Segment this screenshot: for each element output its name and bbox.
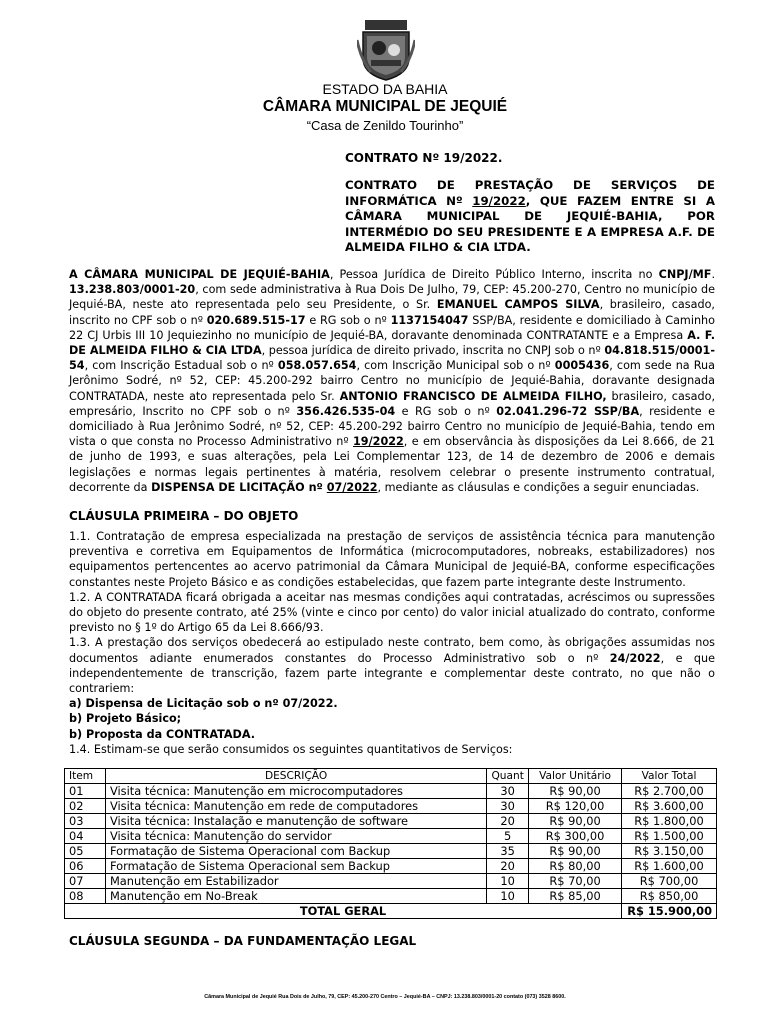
cell-unit-value: R$ 85,00 — [529, 889, 622, 904]
clause-2-title: CLÁUSULA SEGUNDA – DA FUNDAMENTAÇÃO LEGAL — [69, 934, 417, 948]
cell-item: 08 — [65, 889, 106, 904]
col-header-unit-value: Valor Unitário — [529, 769, 622, 784]
cell-total-value: R$ 2.700,00 — [622, 784, 717, 799]
clause-1-4: 1.4. Estimam-se que serão consumidos os seguintes quantitativos de Serviços: — [69, 742, 513, 756]
table-row — [65, 814, 717, 829]
table-row — [65, 844, 717, 859]
contract-preamble: A CÂMARA MUNICIPAL DE JEQUIÉ-BAHIA, Pessoa Jurídica de Direito Público Interno, inscrita no CNPJ/MF. 13.238.803/0001-20, com sede administrativa à Rua Dois De Julho, 79, CEP: 45.200-270, Centro no município de Jequié-BA, neste ato representada pelo seu Presidente, o Sr. EMANUEL CAMPOS SILVA, brasileiro, casado, inscrito no CPF sob o nº 020.689.515-17 e RG sob o nº 1137154047 SSP/BA, residente e domiciliado à Caminho 22 CJ Urbis III 10 Jequiezinho no município de Jequié-BA, doravante denominada CONTRATANTE e a Empresa A. F. DE ALMEIDA FILHO & CIA LTDA, pessoa jurídica de direito privado, inscrita no CNPJ sob o nº 04.818.515/0001-54, com Inscrição Estadual sob o nº 058.057.654, com Inscrição Municipal sob o nº 0005436, com sede na Rua Jerônimo Sodré, nº 52, CEP: 45.200-292 bairro Centro no município de Jequié-Bahia, doravante designada CONTRATADA, neste ato representada pelo Sr. ANTONIO FRANCISCO DE ALMEIDA FILHO, brasileiro, casado, empresário, Inscrito no CPF sob o nº 356.426.535-04 e RG sob o nº 02.041.296-72 SSP/BA, residente e domiciliado à Rua Jerônimo Sodré, nº 52, CEP: 45.200-292 bairro Centro no município de Jequié-Bahia, tendo em vista o que consta no Processo Administrativo nº 19/2022, e em observância às disposições da Lei 8.666, de 21 de junho de 1993, e suas alterações, pela Lei Complementar 123, de 14 de dezembro de 2006 e demais legislações e normas legais pertinentes à matéria, resolvem celebrar o presente instrumento contratual, decorrente da DISPENSA DE LICITAÇÃO nº 07/2022, mediante as cláusulas e condições a seguir enunciadas. — [69, 268, 715, 494]
table-row — [65, 784, 717, 799]
cell-total-value: R$ 1.600,00 — [622, 859, 717, 874]
cell-description: Visita técnica: Manutenção em microcomputadores — [105, 784, 486, 799]
contract-number: CONTRATO Nº 19/2022. — [345, 151, 503, 165]
total-label: TOTAL GERAL — [65, 904, 622, 919]
cell-total-value: R$ 700,00 — [622, 874, 717, 889]
cell-item: 01 — [65, 784, 106, 799]
cell-item: 07 — [65, 874, 106, 889]
table-header-row — [65, 769, 717, 784]
clause-1-body — [69, 529, 715, 757]
document-list-a: a) Dispensa de Licitação sob o nº 07/2022. — [69, 697, 338, 711]
cell-quant: 20 — [487, 859, 529, 874]
contract-title: CONTRATO DE PRESTAÇÃO DE SERVIÇOS DE INFORMÁTICA Nº 19/2022, QUE FAZEM ENTRE SI A CÂMARA MUNICIPAL DE JEQUIÉ-BAHIA, POR INTERMÉDIO DO SEU PRESIDENTE E A EMPRESA A.F. DE ALMEIDA FILHO & CIA LTDA. — [345, 178, 715, 255]
cell-unit-value: R$ 80,00 — [529, 859, 622, 874]
cell-total-value: R$ 3.600,00 — [622, 799, 717, 814]
cell-quant: 10 — [487, 874, 529, 889]
header-state: ESTADO DA BAHIA — [322, 81, 448, 97]
cell-quant: 20 — [487, 814, 529, 829]
cell-quant: 30 — [487, 784, 529, 799]
clause-1-1: 1.1. Contratação de empresa especializada na prestação de serviços de assistência técnica para manutenção preventiva e corretiva em Equipamentos de Informática (microcomputadores, nobreaks, estabilizadores) nos equipamentos pertencentes ao acervo patrimonial da Câmara Municipal de Jequié-BA, conforme especificações constantes neste Projeto Básico e as condições estabelecidas, que fazem parte integrante deste Instrumento. — [69, 530, 715, 589]
cell-unit-value: R$ 90,00 — [529, 844, 622, 859]
cell-item: 03 — [65, 814, 106, 829]
cell-quant: 10 — [487, 889, 529, 904]
clause-1-3: 1.3. A prestação dos serviços obedecerá ao estipulado neste contrato, bem como, às obrigações assumidas nos documentos adiante enumerados constantes do Processo Administrativo sob o nº 24/2022, e que independentemente de transcrição, fazem parte integrante e complementar deste contrato, no que não o contrariem: — [69, 636, 715, 696]
table-row — [65, 889, 717, 904]
col-header-total-value: Valor Total — [622, 769, 717, 784]
cell-description: Visita técnica: Manutenção do servidor — [105, 829, 486, 844]
cell-total-value: R$ 1.500,00 — [622, 829, 717, 844]
cell-item: 06 — [65, 859, 106, 874]
cell-unit-value: R$ 120,00 — [529, 799, 622, 814]
cell-description: Manutenção em Estabilizador — [105, 874, 486, 889]
municipal-coat-of-arms — [357, 20, 415, 82]
cell-unit-value: R$ 70,00 — [529, 874, 622, 889]
cell-description: Formatação de Sistema Operacional com Backup — [105, 844, 486, 859]
cell-description: Manutenção em No-Break — [105, 889, 486, 904]
col-header-description: DESCRIÇÃO — [105, 769, 486, 784]
header-motto: “Casa de Zenildo Tourinho” — [306, 118, 464, 133]
cell-total-value: R$ 1.800,00 — [622, 814, 717, 829]
table-row — [65, 859, 717, 874]
total-value: R$ 15.900,00 — [622, 904, 717, 919]
cell-description: Visita técnica: Manutenção em rede de computadores — [105, 799, 486, 814]
cell-total-value: R$ 850,00 — [622, 889, 717, 904]
cell-item: 05 — [65, 844, 106, 859]
col-header-quant: Quant — [487, 769, 529, 784]
cell-item: 02 — [65, 799, 106, 814]
table-row — [65, 874, 717, 889]
header-chamber-name: CÂMARA MUNICIPAL DE JEQUIÉ — [262, 98, 508, 115]
col-header-item: Item — [65, 769, 106, 784]
cell-quant: 30 — [487, 799, 529, 814]
document-list-b: b) Projeto Básico; — [69, 712, 182, 726]
cell-quant: 35 — [487, 844, 529, 859]
page-footer: Câmara Municipal de Jequié Rua Dois de Julho, 79, CEP: 45.200-270 Centro – Jequié-BA – CNPJ: 13.238.803/0001-20 contato (073) 3528 8600. — [204, 994, 566, 1000]
cell-unit-value: R$ 90,00 — [529, 784, 622, 799]
table-row — [65, 799, 717, 814]
clause-1-2: 1.2. A CONTRATADA ficará obrigada a aceitar nas mesmas condições aqui contratadas, acréscimos ou supressões do objeto do presente contrato, até 25% (vinte e cinco por cento) do valor inicial atualizado do contrato, conforme previsto no § 1º do Artigo 65 da Lei 8.666/93. — [69, 590, 715, 635]
cell-unit-value: R$ 300,00 — [529, 829, 622, 844]
cell-total-value: R$ 3.150,00 — [622, 844, 717, 859]
cell-item: 04 — [65, 829, 106, 844]
cell-unit-value: R$ 90,00 — [529, 814, 622, 829]
document-list-c: b) Proposta da CONTRATADA. — [69, 727, 255, 741]
table-total-row — [65, 904, 717, 919]
services-table — [64, 768, 717, 919]
table-row — [65, 829, 717, 844]
cell-quant: 5 — [487, 829, 529, 844]
cell-description: Formatação de Sistema Operacional sem Backup — [105, 859, 486, 874]
clause-1-title: CLÁUSULA PRIMEIRA – DO OBJETO — [69, 509, 299, 523]
cell-description: Visita técnica: Instalação e manutenção de software — [105, 814, 486, 829]
